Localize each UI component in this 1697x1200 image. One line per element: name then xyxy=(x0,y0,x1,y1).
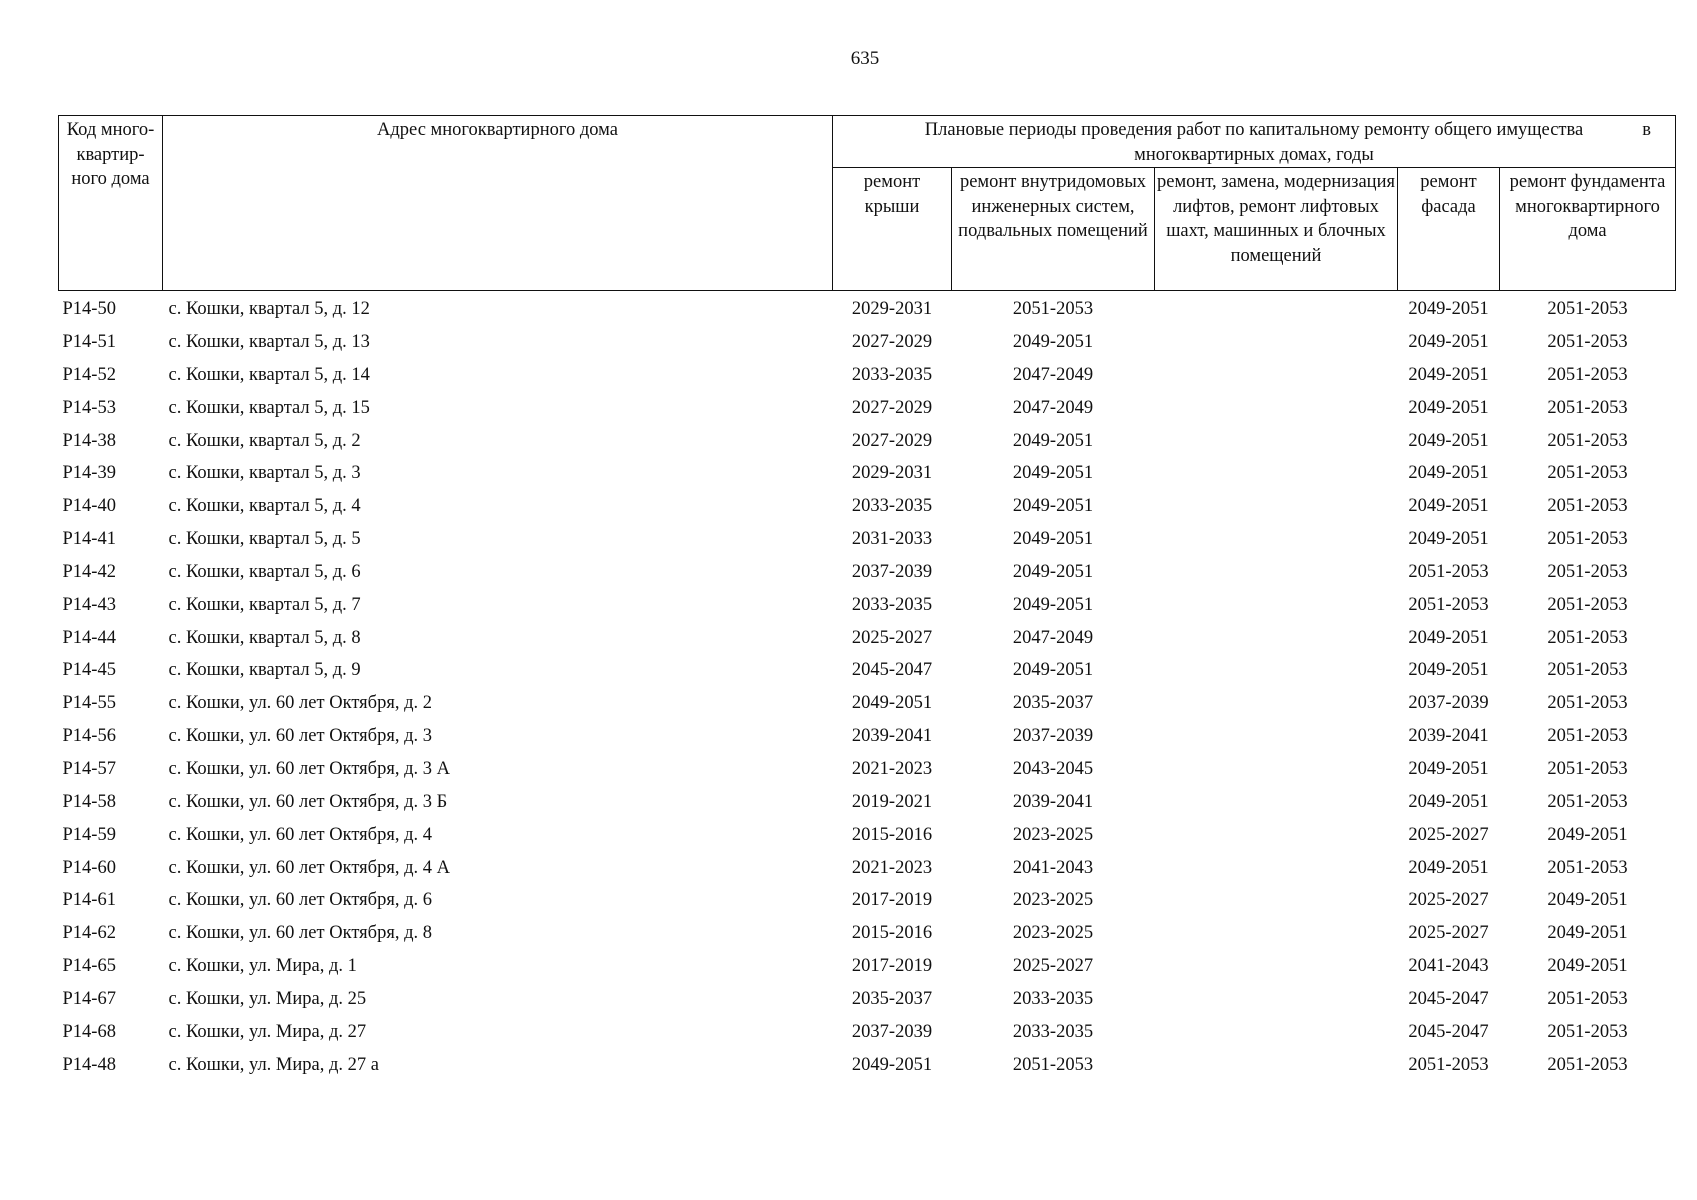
cell-engineering-repair-period: 2049-2051 xyxy=(1012,332,1094,353)
page-number: 635 xyxy=(850,48,880,69)
cell-building-code: Р14-68 xyxy=(62,1021,116,1042)
cell-building-code: Р14-57 xyxy=(62,758,116,779)
cell-facade-repair-period: 2051-2053 xyxy=(1408,561,1489,582)
cell-foundation-repair-period: 2051-2053 xyxy=(1547,496,1628,517)
header-building-address: Адрес многоквартирного дома xyxy=(163,116,833,291)
cell-roof-repair-period: 2027-2029 xyxy=(851,332,933,353)
cell-roof-repair-period: 2033-2035 xyxy=(851,496,933,517)
cell-roof-repair-period: 2037-2039 xyxy=(851,1021,933,1042)
cell-facade-repair-period: 2041-2043 xyxy=(1408,956,1489,977)
cell-elevator-repair-period xyxy=(1155,589,1398,622)
cell-roof-repair-period: 2033-2035 xyxy=(851,594,933,615)
cell-building-code: Р14-43 xyxy=(62,594,116,615)
cell-building-code: Р14-40 xyxy=(62,496,116,517)
table-row xyxy=(59,490,1676,523)
cell-foundation-repair-period: 2051-2053 xyxy=(1547,594,1628,615)
cell-elevator-repair-period xyxy=(1155,851,1398,884)
cell-facade-repair-period: 2049-2051 xyxy=(1408,463,1489,484)
cell-engineering-repair-period: 2023-2025 xyxy=(1012,890,1094,911)
cell-engineering-repair-period: 2049-2051 xyxy=(1012,594,1094,615)
cell-engineering-repair-period: 2033-2035 xyxy=(1012,988,1094,1009)
cell-engineering-repair-period: 2051-2053 xyxy=(1012,299,1094,320)
cell-building-address: с. Кошки, квартал 5, д. 6 xyxy=(168,561,361,582)
cell-foundation-repair-period: 2051-2053 xyxy=(1547,529,1628,550)
cell-engineering-repair-period: 2035-2037 xyxy=(1012,693,1094,714)
table-row xyxy=(59,851,1676,884)
cell-foundation-repair-period: 2051-2053 xyxy=(1547,332,1628,353)
cell-elevator-repair-period xyxy=(1155,950,1398,983)
cell-building-code: Р14-50 xyxy=(62,299,116,320)
cell-foundation-repair-period: 2051-2053 xyxy=(1547,397,1628,418)
cell-building-address: с. Кошки, квартал 5, д. 2 xyxy=(168,430,361,451)
table-row xyxy=(59,326,1676,359)
cell-engineering-repair-period: 2047-2049 xyxy=(1012,397,1094,418)
cell-roof-repair-period: 2015-2016 xyxy=(851,923,933,944)
cell-elevator-repair-period xyxy=(1155,291,1398,326)
cell-roof-repair-period: 2019-2021 xyxy=(851,791,933,812)
header-planned-periods xyxy=(833,116,1676,168)
cell-roof-repair-period: 2027-2029 xyxy=(851,430,933,451)
cell-facade-repair-period: 2049-2051 xyxy=(1408,332,1489,353)
cell-foundation-repair-period: 2051-2053 xyxy=(1547,627,1628,648)
cell-building-address: с. Кошки, квартал 5, д. 14 xyxy=(168,364,370,385)
cell-elevator-repair-period xyxy=(1155,720,1398,753)
cell-foundation-repair-period: 2051-2053 xyxy=(1547,988,1628,1009)
cell-building-address: с. Кошки, ул. 60 лет Октября, д. 4 А xyxy=(168,857,450,878)
cell-elevator-repair-period xyxy=(1155,786,1398,819)
table-row xyxy=(59,621,1676,654)
table-row xyxy=(59,983,1676,1016)
cell-foundation-repair-period: 2051-2053 xyxy=(1547,364,1628,385)
cell-engineering-repair-period: 2043-2045 xyxy=(1012,758,1094,779)
cell-building-address: с. Кошки, квартал 5, д. 8 xyxy=(168,627,361,648)
cell-elevator-repair-period xyxy=(1155,654,1398,687)
cell-building-address: с. Кошки, квартал 5, д. 5 xyxy=(168,529,361,550)
table-row xyxy=(59,950,1676,983)
table-row xyxy=(59,654,1676,687)
cell-elevator-repair-period xyxy=(1155,819,1398,852)
cell-facade-repair-period: 2049-2051 xyxy=(1408,364,1489,385)
cell-facade-repair-period: 2049-2051 xyxy=(1408,627,1489,648)
header-building-code: Код много-квартир-ного дома xyxy=(59,116,163,291)
cell-facade-repair-period: 2049-2051 xyxy=(1408,758,1489,779)
cell-engineering-repair-period: 2025-2027 xyxy=(1012,956,1094,977)
cell-engineering-repair-period: 2023-2025 xyxy=(1012,923,1094,944)
cell-building-code: Р14-41 xyxy=(62,529,116,550)
cell-building-address: с. Кошки, квартал 5, д. 15 xyxy=(168,397,370,418)
cell-building-address: с. Кошки, ул. 60 лет Октября, д. 4 xyxy=(168,824,432,845)
header-planned-periods-line1: Плановые периоды проведения работ по капитальному ремонту общего имущества xyxy=(924,120,1584,140)
cell-elevator-repair-period xyxy=(1155,424,1398,457)
cell-roof-repair-period: 2015-2016 xyxy=(851,824,933,845)
header-facade-repair: ремонт фасада xyxy=(1398,168,1500,291)
cell-facade-repair-period: 2049-2051 xyxy=(1408,496,1489,517)
cell-building-code: Р14-67 xyxy=(62,988,116,1009)
cell-foundation-repair-period: 2051-2053 xyxy=(1547,857,1628,878)
cell-elevator-repair-period xyxy=(1155,983,1398,1016)
cell-building-code: Р14-39 xyxy=(62,463,116,484)
cell-building-code: Р14-60 xyxy=(62,857,116,878)
cell-engineering-repair-period: 2039-2041 xyxy=(1012,791,1094,812)
cell-roof-repair-period: 2027-2029 xyxy=(851,397,933,418)
cell-engineering-repair-period: 2049-2051 xyxy=(1012,496,1094,517)
cell-facade-repair-period: 2025-2027 xyxy=(1408,923,1489,944)
cell-foundation-repair-period: 2051-2053 xyxy=(1547,758,1628,779)
cell-elevator-repair-period xyxy=(1155,523,1398,556)
cell-roof-repair-period: 2017-2019 xyxy=(851,956,933,977)
cell-roof-repair-period: 2029-2031 xyxy=(851,463,933,484)
cell-facade-repair-period: 2049-2051 xyxy=(1408,791,1489,812)
cell-building-code: Р14-44 xyxy=(62,627,116,648)
cell-building-code: Р14-62 xyxy=(62,923,116,944)
cell-building-code: Р14-53 xyxy=(62,397,116,418)
table-row xyxy=(59,819,1676,852)
cell-building-address: с. Кошки, ул. 60 лет Октября, д. 3 xyxy=(168,726,432,747)
header-engineering-systems-repair: ремонт внутридомовых инженерных систем, подвальных помещений xyxy=(952,168,1155,291)
cell-elevator-repair-period xyxy=(1155,359,1398,392)
cell-elevator-repair-period xyxy=(1155,490,1398,523)
cell-foundation-repair-period: 2051-2053 xyxy=(1547,430,1628,451)
table-row xyxy=(59,359,1676,392)
cell-engineering-repair-period: 2049-2051 xyxy=(1012,529,1094,550)
cell-building-code: Р14-61 xyxy=(62,890,116,911)
header-planned-periods-line2: многоквартирных домах, годы xyxy=(1134,144,1374,165)
table-row xyxy=(59,1016,1676,1049)
cell-roof-repair-period: 2029-2031 xyxy=(851,299,933,320)
cell-elevator-repair-period xyxy=(1155,687,1398,720)
cell-building-address: с. Кошки, ул. Мира, д. 27 а xyxy=(168,1054,379,1075)
cell-building-address: с. Кошки, ул. 60 лет Октября, д. 3 А xyxy=(168,758,450,779)
cell-elevator-repair-period xyxy=(1155,753,1398,786)
cell-foundation-repair-period: 2049-2051 xyxy=(1547,956,1628,977)
cell-elevator-repair-period xyxy=(1155,556,1398,589)
cell-engineering-repair-period: 2023-2025 xyxy=(1012,824,1094,845)
cell-building-code: Р14-52 xyxy=(62,364,116,385)
cell-roof-repair-period: 2035-2037 xyxy=(851,988,933,1009)
cell-foundation-repair-period: 2049-2051 xyxy=(1547,923,1628,944)
cell-engineering-repair-period: 2033-2035 xyxy=(1012,1021,1094,1042)
header-elevator-repair: ремонт, замена, модернизация лифтов, ремонт лифтовых шахт, машинных и блочных помещений xyxy=(1155,168,1398,291)
cell-building-code: Р14-38 xyxy=(62,430,116,451)
cell-roof-repair-period: 2025-2027 xyxy=(851,627,933,648)
cell-elevator-repair-period xyxy=(1155,326,1398,359)
cell-building-code: Р14-59 xyxy=(62,824,116,845)
header-roof-repair: ремонт крыши xyxy=(833,168,952,291)
cell-foundation-repair-period: 2051-2053 xyxy=(1547,1021,1628,1042)
cell-roof-repair-period: 2031-2033 xyxy=(851,529,933,550)
cell-facade-repair-period: 2049-2051 xyxy=(1408,430,1489,451)
cell-elevator-repair-period xyxy=(1155,621,1398,654)
cell-foundation-repair-period: 2051-2053 xyxy=(1547,726,1628,747)
cell-facade-repair-period: 2051-2053 xyxy=(1408,594,1489,615)
cell-elevator-repair-period xyxy=(1155,884,1398,917)
cell-elevator-repair-period xyxy=(1155,1048,1398,1081)
cell-facade-repair-period: 2051-2053 xyxy=(1408,1054,1489,1075)
cell-facade-repair-period: 2037-2039 xyxy=(1408,693,1489,714)
cell-roof-repair-period: 2039-2041 xyxy=(851,726,933,747)
cell-roof-repair-period: 2021-2023 xyxy=(851,857,933,878)
cell-building-code: Р14-58 xyxy=(62,791,116,812)
cell-foundation-repair-period: 2049-2051 xyxy=(1547,824,1628,845)
header-planned-periods-trailing: в xyxy=(1642,120,1651,140)
cell-facade-repair-period: 2049-2051 xyxy=(1408,299,1489,320)
cell-roof-repair-period: 2049-2051 xyxy=(851,1054,933,1075)
cell-building-code: Р14-56 xyxy=(62,726,116,747)
cell-engineering-repair-period: 2049-2051 xyxy=(1012,561,1094,582)
cell-foundation-repair-period: 2051-2053 xyxy=(1547,299,1628,320)
cell-facade-repair-period: 2049-2051 xyxy=(1408,660,1489,681)
cell-building-code: Р14-45 xyxy=(62,660,116,681)
cell-elevator-repair-period xyxy=(1155,457,1398,490)
cell-foundation-repair-period: 2051-2053 xyxy=(1547,561,1628,582)
cell-foundation-repair-period: 2051-2053 xyxy=(1547,791,1628,812)
table-row xyxy=(59,589,1676,622)
cell-engineering-repair-period: 2049-2051 xyxy=(1012,660,1094,681)
cell-roof-repair-period: 2021-2023 xyxy=(851,758,933,779)
cell-building-code: Р14-48 xyxy=(62,1054,116,1075)
table-row xyxy=(59,291,1676,326)
cell-building-code: Р14-55 xyxy=(62,693,116,714)
cell-roof-repair-period: 2045-2047 xyxy=(851,660,933,681)
cell-facade-repair-period: 2039-2041 xyxy=(1408,726,1489,747)
table-row xyxy=(59,917,1676,950)
table-row xyxy=(59,753,1676,786)
cell-building-code: Р14-65 xyxy=(62,956,116,977)
cell-building-address: с. Кошки, ул. 60 лет Октября, д. 6 xyxy=(168,890,432,911)
cell-foundation-repair-period: 2051-2053 xyxy=(1547,463,1628,484)
cell-foundation-repair-period: 2049-2051 xyxy=(1547,890,1628,911)
cell-facade-repair-period: 2049-2051 xyxy=(1408,857,1489,878)
table-row xyxy=(59,457,1676,490)
cell-foundation-repair-period: 2051-2053 xyxy=(1547,693,1628,714)
table-row xyxy=(59,884,1676,917)
cell-elevator-repair-period xyxy=(1155,917,1398,950)
cell-building-address: с. Кошки, квартал 5, д. 4 xyxy=(168,496,361,517)
cell-elevator-repair-period xyxy=(1155,1016,1398,1049)
table-row xyxy=(59,687,1676,720)
cell-building-address: с. Кошки, квартал 5, д. 9 xyxy=(168,660,361,681)
capital-repair-schedule-table xyxy=(58,115,1676,1081)
cell-engineering-repair-period: 2041-2043 xyxy=(1012,857,1094,878)
cell-building-address: с. Кошки, квартал 5, д. 13 xyxy=(168,332,370,353)
cell-roof-repair-period: 2037-2039 xyxy=(851,561,933,582)
cell-building-address: с. Кошки, квартал 5, д. 7 xyxy=(168,594,361,615)
table-row xyxy=(59,392,1676,425)
cell-building-code: Р14-42 xyxy=(62,561,116,582)
cell-facade-repair-period: 2025-2027 xyxy=(1408,824,1489,845)
cell-facade-repair-period: 2049-2051 xyxy=(1408,397,1489,418)
cell-roof-repair-period: 2049-2051 xyxy=(851,693,933,714)
cell-building-code: Р14-51 xyxy=(62,332,116,353)
cell-roof-repair-period: 2017-2019 xyxy=(851,890,933,911)
cell-elevator-repair-period xyxy=(1155,392,1398,425)
cell-facade-repair-period: 2045-2047 xyxy=(1408,1021,1489,1042)
cell-foundation-repair-period: 2051-2053 xyxy=(1547,660,1628,681)
table-row xyxy=(59,523,1676,556)
table-row xyxy=(59,556,1676,589)
cell-facade-repair-period: 2025-2027 xyxy=(1408,890,1489,911)
header-foundation-repair: ремонт фундамента многоквартирного дома xyxy=(1500,168,1676,291)
cell-facade-repair-period: 2045-2047 xyxy=(1408,988,1489,1009)
cell-engineering-repair-period: 2037-2039 xyxy=(1012,726,1094,747)
cell-building-address: с. Кошки, ул. Мира, д. 27 xyxy=(168,1021,367,1042)
cell-facade-repair-period: 2049-2051 xyxy=(1408,529,1489,550)
cell-building-address: с. Кошки, ул. Мира, д. 25 xyxy=(168,988,367,1009)
cell-foundation-repair-period: 2051-2053 xyxy=(1547,1054,1628,1075)
cell-building-address: с. Кошки, квартал 5, д. 3 xyxy=(168,463,361,484)
cell-building-address: с. Кошки, ул. 60 лет Октября, д. 3 Б xyxy=(168,791,448,812)
cell-engineering-repair-period: 2047-2049 xyxy=(1012,364,1094,385)
table-row xyxy=(59,720,1676,753)
cell-roof-repair-period: 2033-2035 xyxy=(851,364,933,385)
cell-building-address: с. Кошки, квартал 5, д. 12 xyxy=(168,299,370,320)
cell-engineering-repair-period: 2047-2049 xyxy=(1012,627,1094,648)
cell-building-address: с. Кошки, ул. Мира, д. 1 xyxy=(168,956,357,977)
cell-engineering-repair-period: 2051-2053 xyxy=(1012,1054,1094,1075)
table-row xyxy=(59,424,1676,457)
cell-engineering-repair-period: 2049-2051 xyxy=(1012,430,1094,451)
cell-engineering-repair-period: 2049-2051 xyxy=(1012,463,1094,484)
cell-building-address: с. Кошки, ул. 60 лет Октября, д. 2 xyxy=(168,693,432,714)
table-row xyxy=(59,786,1676,819)
cell-building-address: с. Кошки, ул. 60 лет Октября, д. 8 xyxy=(168,923,432,944)
table-row xyxy=(59,1048,1676,1081)
